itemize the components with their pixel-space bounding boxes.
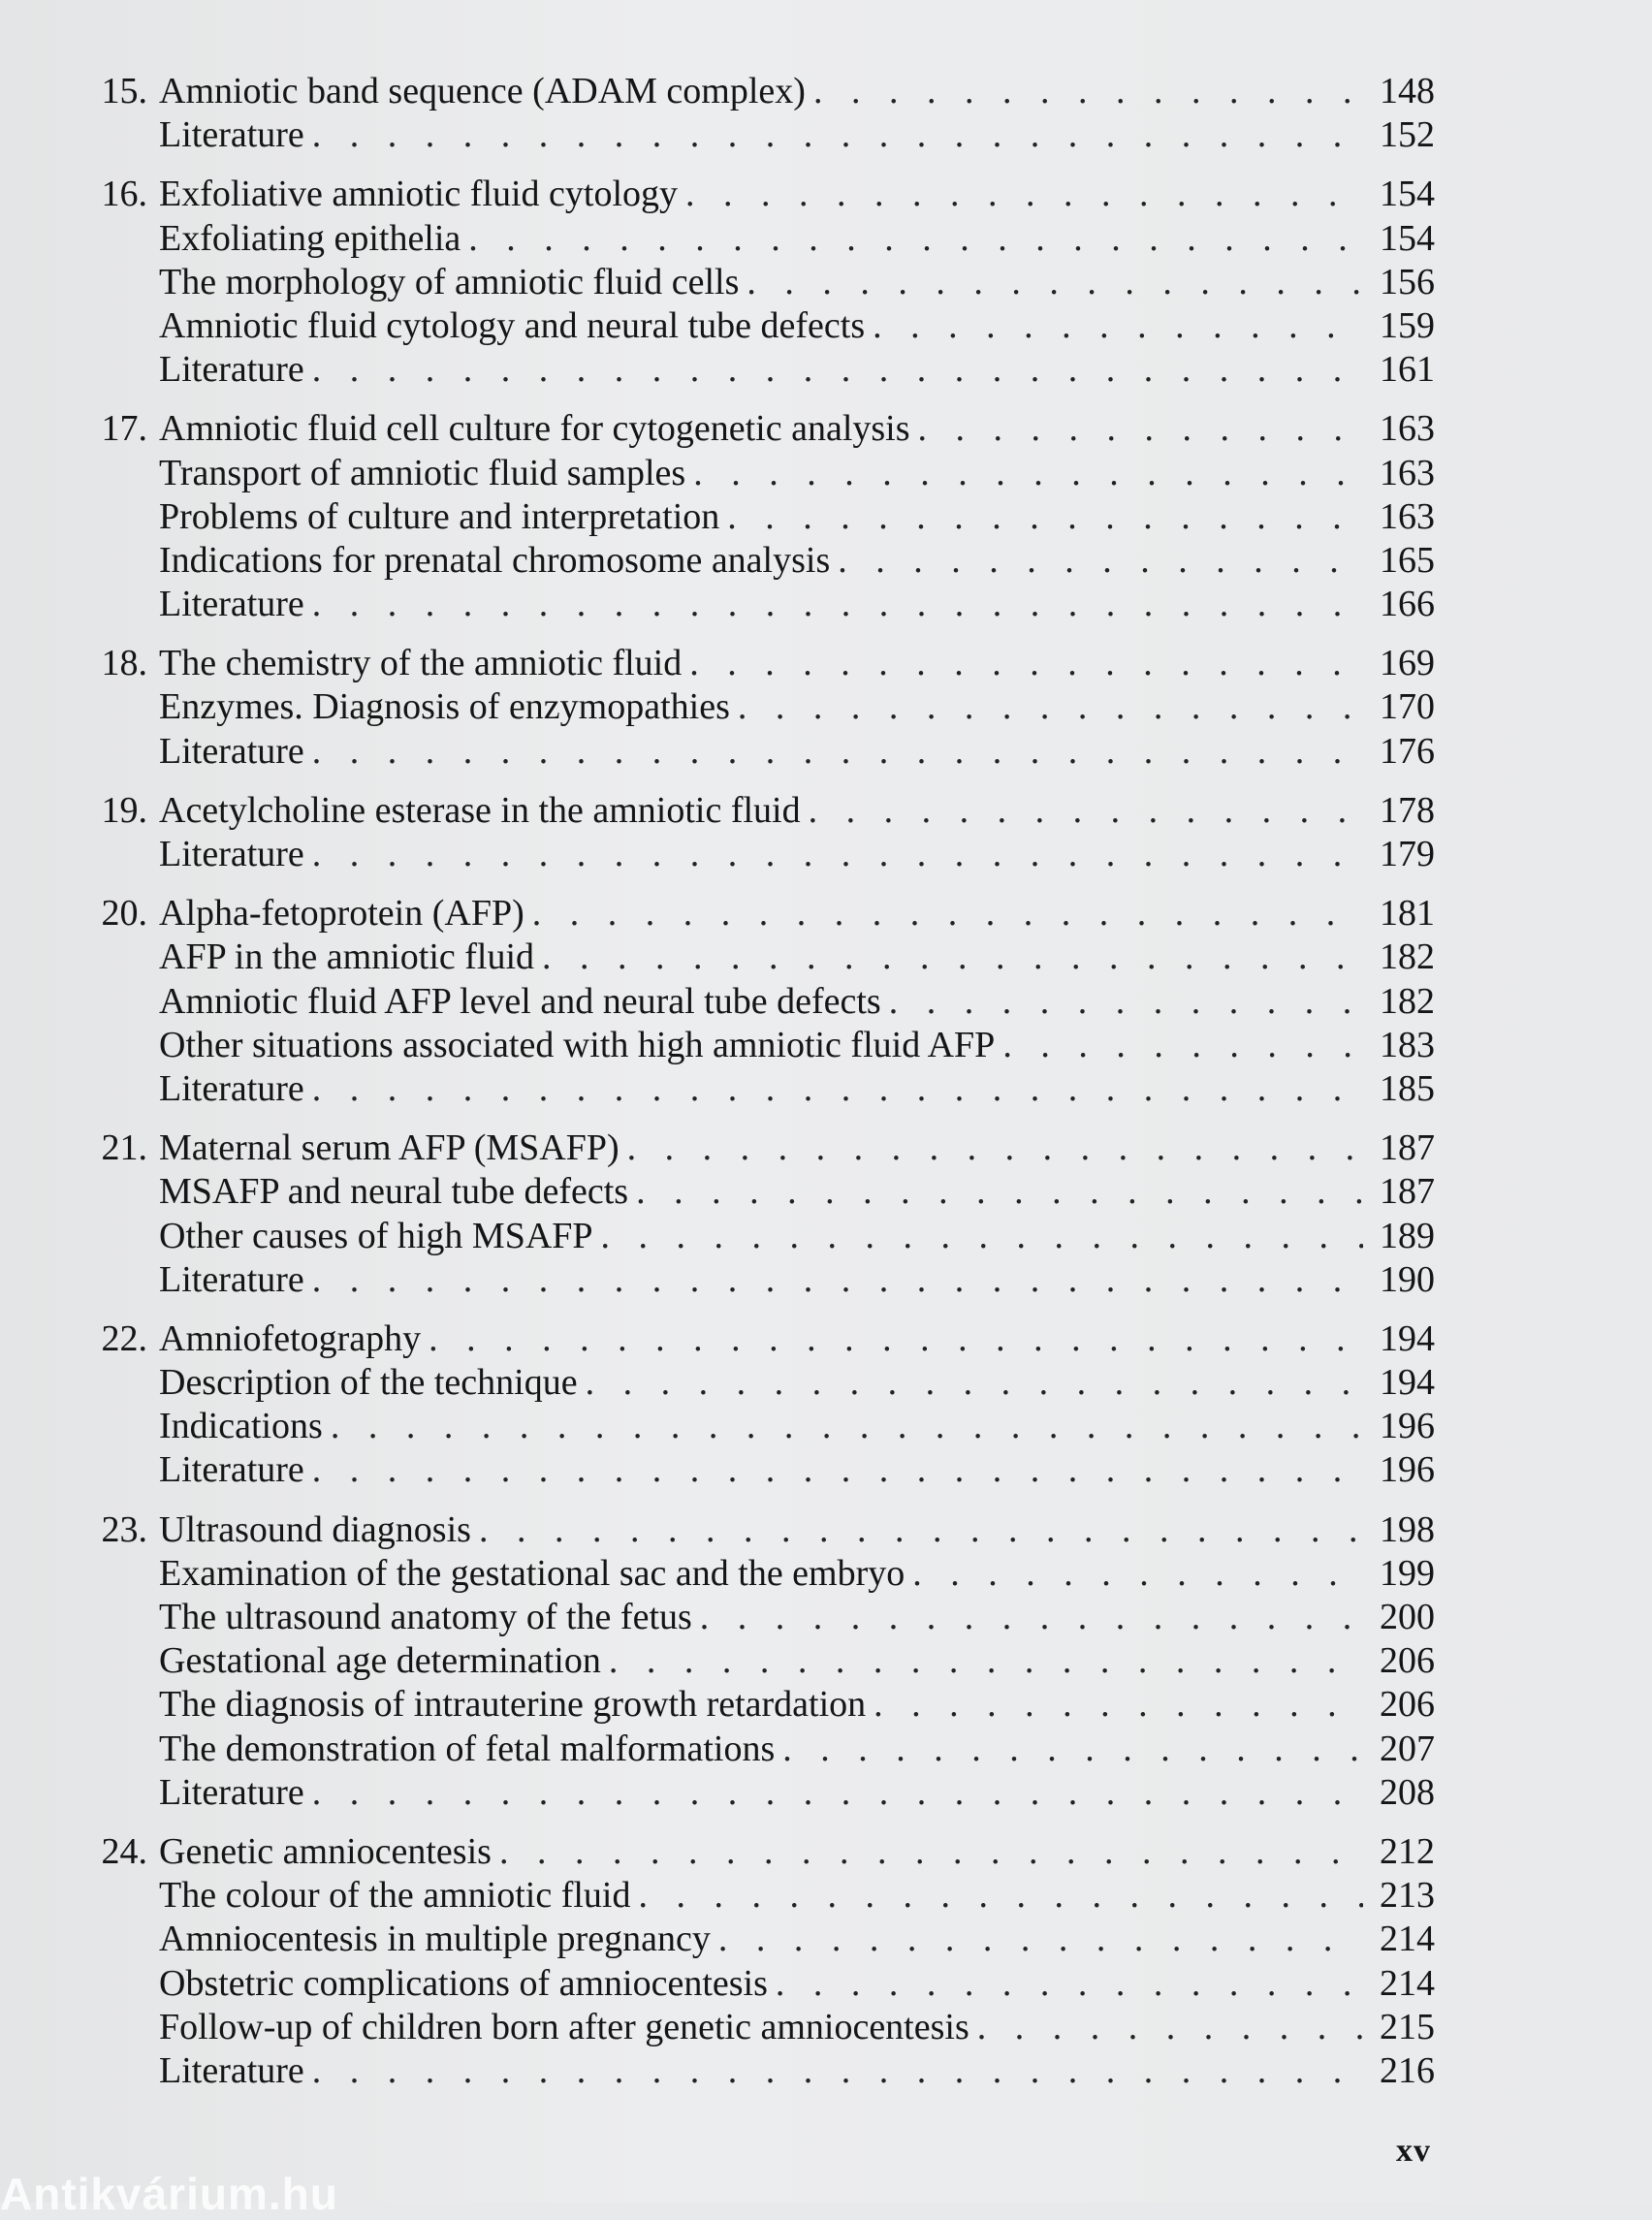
- toc-entry-row: [78, 1170, 1435, 1214]
- page-number: 169: [1380, 643, 1435, 684]
- page-number: 161: [1380, 349, 1435, 391]
- dot-leader: [601, 1215, 1363, 1258]
- toc-entry-row: [78, 304, 1435, 348]
- chapter-number: 18.: [101, 643, 147, 684]
- page-number: 187: [1380, 1127, 1435, 1169]
- entry-title: Gestational age determination: [159, 1640, 601, 1682]
- entry-title: Amniotic fluid AFP level and neural tube defects: [159, 980, 881, 1022]
- chapter-number: 21.: [101, 1127, 147, 1169]
- toc-chapter: [78, 1508, 1435, 1815]
- dot-leader: [747, 261, 1363, 304]
- dot-leader: [312, 1258, 1363, 1302]
- page-number: 208: [1380, 1771, 1435, 1813]
- toc-entry-row: [78, 2049, 1435, 2093]
- toc-chapter: [78, 642, 1435, 774]
- toc-chapter-row: [78, 789, 1435, 833]
- toc-entry-row: [78, 936, 1435, 979]
- page-number: 166: [1380, 584, 1435, 625]
- dot-leader: [809, 789, 1363, 833]
- entry-title: The morphology of amniotic fluid cells: [159, 261, 740, 302]
- toc-chapter-row: [78, 173, 1435, 216]
- page-number: 181: [1380, 893, 1435, 935]
- toc-chapter: [78, 70, 1435, 157]
- page-number: 196: [1380, 1449, 1435, 1491]
- page-number: 170: [1380, 686, 1435, 728]
- dot-leader: [782, 1728, 1363, 1771]
- page-number: 176: [1380, 730, 1435, 772]
- chapter-number: 22.: [101, 1317, 147, 1359]
- toc-entry-row: [78, 1552, 1435, 1596]
- dot-leader: [609, 1639, 1363, 1683]
- chapter-number: 16.: [101, 174, 147, 215]
- toc-entry-row: [78, 730, 1435, 774]
- toc-entry-row: [78, 539, 1435, 583]
- page-number: 154: [1380, 217, 1435, 259]
- chapter-title: Amniotic fluid cell culture for cytogenetic analysis: [159, 408, 910, 450]
- toc-entry-row: [78, 495, 1435, 539]
- page-number: 154: [1380, 174, 1435, 215]
- dot-leader: [586, 1361, 1363, 1405]
- toc-entry-row: [78, 217, 1435, 261]
- toc-entry-row: [78, 1361, 1435, 1405]
- toc-entry-row: [78, 980, 1435, 1024]
- entry-title: Enzymes. Diagnosis of enzymopathies: [159, 686, 730, 728]
- dot-leader: [312, 1448, 1363, 1492]
- page-number: 179: [1380, 834, 1435, 874]
- dot-leader: [889, 980, 1363, 1024]
- toc-chapter: [78, 789, 1435, 876]
- entry-title: Literature: [159, 1771, 304, 1813]
- toc-entry-row: [78, 1771, 1435, 1815]
- entry-title: Literature: [159, 730, 304, 772]
- toc-chapter-row: [78, 1126, 1435, 1170]
- table-of-contents: [78, 70, 1435, 2109]
- chapter-number: 20.: [101, 893, 147, 935]
- page-number: 152: [1380, 114, 1435, 156]
- page-number: 187: [1380, 1171, 1435, 1213]
- chapter-title: Amniotic band sequence (ADAM complex): [159, 71, 806, 111]
- chapter-title: The chemistry of the amniotic fluid: [159, 643, 683, 684]
- dot-leader: [776, 1962, 1363, 2006]
- page-number: 163: [1380, 452, 1435, 493]
- dot-leader: [312, 113, 1363, 157]
- dot-leader: [468, 217, 1363, 261]
- toc-entry-row: [78, 1639, 1435, 1683]
- page-number: 212: [1380, 1830, 1435, 1872]
- page-number: 213: [1380, 1875, 1435, 1917]
- entry-title: Literature: [159, 834, 304, 874]
- dot-leader: [636, 1170, 1363, 1214]
- dot-leader: [312, 2049, 1363, 2093]
- entry-title: Problems of culture and interpretation: [159, 495, 720, 537]
- toc-entry-row: [78, 1874, 1435, 1918]
- dot-leader: [685, 173, 1363, 216]
- toc-chapter-row: [78, 70, 1435, 113]
- page-number: 156: [1380, 261, 1435, 302]
- chapter-number: 24.: [101, 1830, 147, 1872]
- toc-entry-row: [78, 1728, 1435, 1771]
- page-number: 148: [1380, 71, 1435, 111]
- entry-title: Literature: [159, 1258, 304, 1300]
- toc-entry-row: [78, 583, 1435, 626]
- dot-leader: [638, 1874, 1363, 1918]
- page-number: 165: [1380, 539, 1435, 581]
- entry-title: Description of the technique: [159, 1362, 578, 1404]
- dot-leader: [918, 407, 1363, 451]
- page-number: 206: [1380, 1640, 1435, 1682]
- entry-title: Indications: [159, 1406, 323, 1447]
- page-number: 214: [1380, 1919, 1435, 1960]
- page-number: 200: [1380, 1597, 1435, 1637]
- page-number: 185: [1380, 1067, 1435, 1109]
- dot-leader: [874, 1683, 1363, 1727]
- entry-title: The demonstration of fetal malformations: [159, 1728, 776, 1769]
- page-number: 214: [1380, 1962, 1435, 2004]
- toc-entry-row: [78, 1596, 1435, 1639]
- page-number: 178: [1380, 789, 1435, 831]
- page-number: 194: [1380, 1317, 1435, 1359]
- watermark: Antikvárium.hu: [0, 2169, 338, 2219]
- dot-leader: [312, 348, 1363, 392]
- dot-leader: [312, 1067, 1363, 1111]
- chapter-number: 23.: [101, 1508, 147, 1550]
- toc-chapter-row: [78, 1317, 1435, 1361]
- page-number: 207: [1380, 1728, 1435, 1769]
- dot-leader: [813, 70, 1363, 113]
- toc-chapter: [78, 892, 1435, 1111]
- entry-title: MSAFP and neural tube defects: [159, 1171, 629, 1213]
- page-number: 216: [1380, 2049, 1435, 2091]
- toc-chapter: [78, 1126, 1435, 1302]
- toc-entry-row: [78, 452, 1435, 495]
- entry-title: Obstetric complications of amniocentesis: [159, 1962, 768, 2004]
- toc-entry-row: [78, 1258, 1435, 1302]
- dot-leader: [689, 642, 1363, 685]
- dot-leader: [873, 304, 1363, 348]
- dot-leader: [1002, 1024, 1363, 1067]
- dot-leader: [977, 2006, 1363, 2049]
- entry-title: Literature: [159, 2049, 304, 2091]
- entry-title: Amniocentesis in multiple pregnancy: [159, 1919, 711, 1960]
- toc-chapter: [78, 1830, 1435, 2093]
- entry-title: Amniotic fluid cytology and neural tube defects: [159, 304, 866, 346]
- dot-leader: [718, 1918, 1363, 1961]
- entry-title: Other situations associated with high amniotic fluid AFP: [159, 1024, 996, 1065]
- toc-entry-row: [78, 1683, 1435, 1727]
- chapter-number: 15.: [101, 71, 147, 111]
- dot-leader: [331, 1405, 1363, 1448]
- toc-entry-row: [78, 2006, 1435, 2049]
- entry-title: Literature: [159, 1449, 304, 1491]
- entry-title: Literature: [159, 349, 304, 391]
- toc-chapter-row: [78, 1830, 1435, 1874]
- chapter-title: Amniofetography: [159, 1317, 422, 1359]
- chapter-number: 17.: [101, 408, 147, 450]
- chapter-title: Alpha-fetoprotein (AFP): [159, 893, 524, 935]
- entry-title: Indications for prenatal chromosome analysis: [159, 539, 831, 581]
- entry-title: Transport of amniotic fluid samples: [159, 452, 686, 493]
- page-number: 199: [1380, 1552, 1435, 1594]
- page-number: 189: [1380, 1215, 1435, 1256]
- dot-leader: [693, 452, 1363, 495]
- toc-entry-row: [78, 833, 1435, 876]
- entry-title: AFP in the amniotic fluid: [159, 936, 535, 978]
- dot-leader: [312, 1771, 1363, 1815]
- dot-leader: [912, 1552, 1363, 1596]
- entry-title: Literature: [159, 584, 304, 625]
- toc-entry-row: [78, 113, 1435, 157]
- toc-entry-row: [78, 685, 1435, 729]
- toc-chapter-row: [78, 892, 1435, 936]
- page-number: 196: [1380, 1406, 1435, 1447]
- entry-title: The diagnosis of intrauterine growth retardation: [159, 1684, 867, 1726]
- toc-chapter: [78, 173, 1435, 392]
- dot-leader: [312, 730, 1363, 774]
- page-number: 159: [1380, 304, 1435, 346]
- toc-chapter-row: [78, 407, 1435, 451]
- entry-title: Follow-up of children born after genetic amniocentesis: [159, 2006, 969, 2047]
- page-number: 215: [1380, 2006, 1435, 2047]
- chapter-title: Ultrasound diagnosis: [159, 1508, 471, 1550]
- dot-leader: [738, 685, 1363, 729]
- toc-entry-row: [78, 1215, 1435, 1258]
- entry-title: Other causes of high MSAFP: [159, 1215, 593, 1256]
- page-number: 182: [1380, 980, 1435, 1022]
- page-number: 163: [1380, 408, 1435, 450]
- dot-leader: [838, 539, 1363, 583]
- page-number: 163: [1380, 495, 1435, 537]
- chapter-number: 19.: [101, 789, 147, 831]
- entry-title: Examination of the gestational sac and the embryo: [159, 1552, 905, 1594]
- toc-chapter: [78, 1317, 1435, 1493]
- dot-leader: [627, 1126, 1363, 1170]
- toc-entry-row: [78, 261, 1435, 304]
- toc-chapter: [78, 407, 1435, 626]
- entry-title: The colour of the amniotic fluid: [159, 1875, 631, 1917]
- toc-chapter-row: [78, 642, 1435, 685]
- dot-leader: [700, 1596, 1363, 1639]
- chapter-title: Genetic amniocentesis: [159, 1830, 492, 1872]
- page-number: 206: [1380, 1684, 1435, 1726]
- entry-title: Literature: [159, 1067, 304, 1109]
- page-folio: xv: [1396, 2133, 1431, 2169]
- page-number: 183: [1380, 1024, 1435, 1065]
- dot-leader: [532, 892, 1363, 936]
- page-number: 182: [1380, 936, 1435, 978]
- chapter-title: Exfoliative amniotic fluid cytology: [159, 174, 679, 215]
- dot-leader: [542, 936, 1363, 979]
- dot-leader: [429, 1317, 1363, 1361]
- page-number: 198: [1380, 1508, 1435, 1550]
- toc-entry-row: [78, 1962, 1435, 2006]
- dot-leader: [312, 833, 1363, 876]
- dot-leader: [499, 1830, 1363, 1874]
- dot-leader: [479, 1508, 1363, 1552]
- entry-title: Literature: [159, 114, 304, 156]
- dot-leader: [727, 495, 1363, 539]
- toc-entry-row: [78, 1024, 1435, 1067]
- toc-entry-row: [78, 1067, 1435, 1111]
- toc-entry-row: [78, 348, 1435, 392]
- chapter-title: Maternal serum AFP (MSAFP): [159, 1127, 620, 1169]
- toc-chapter-row: [78, 1508, 1435, 1552]
- dot-leader: [312, 583, 1363, 626]
- toc-entry-row: [78, 1918, 1435, 1961]
- page-number: 190: [1380, 1258, 1435, 1300]
- toc-entry-row: [78, 1448, 1435, 1492]
- page-number: 194: [1380, 1362, 1435, 1404]
- chapter-title: Acetylcholine esterase in the amniotic fluid: [159, 789, 801, 831]
- toc-entry-row: [78, 1405, 1435, 1448]
- entry-title: The ultrasound anatomy of the fetus: [159, 1597, 692, 1637]
- entry-title: Exfoliating epithelia: [159, 217, 461, 259]
